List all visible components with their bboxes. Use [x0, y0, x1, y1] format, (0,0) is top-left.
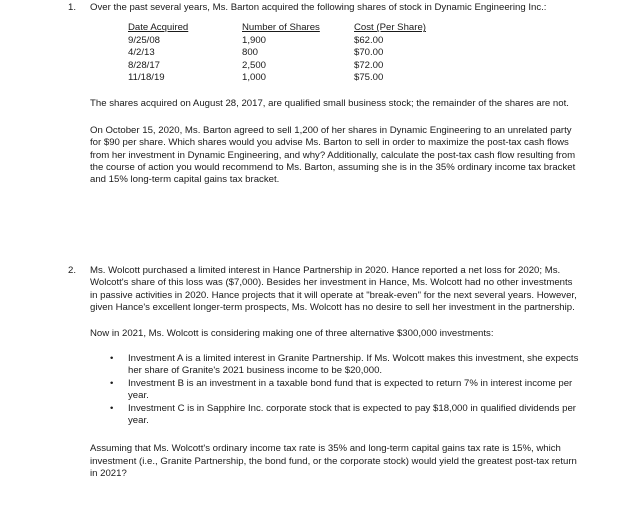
cell-date: 9/25/08 [128, 34, 161, 46]
question-1 [68, 2, 580, 187]
table-row [128, 47, 444, 59]
cell-cost: $72.00 [354, 59, 384, 71]
shares-table-header [128, 22, 444, 34]
table-row [128, 60, 444, 72]
cell-shares: 800 [242, 47, 259, 59]
header-number-of-shares: Number of Shares [242, 22, 320, 34]
question-2-alternatives-intro: Now in 2021, Ms. Wolcott is considering making one of three alternative $300,000 investments: [90, 327, 494, 339]
question-2 [68, 265, 580, 481]
cell-shares: 2,500 [242, 59, 267, 71]
question-2-background: Ms. Wolcott purchased a limited interest in Hance Partnership in 2020. Hance reported a net loss for 2020; Ms. Wolcott's share of this loss was ($7,000). Besides her investment in Hance, Ms. Wolcott had no other investments in passive activities in 2020. Hance projects that it will operate at "break-even" for the next several years. However, given Hance's excellent longer-term prospects, Ms. Wolcott has no desire to sell her investment in the partnership. [90, 265, 577, 314]
question-1-number: 1. [68, 2, 77, 13]
list-item [90, 353, 580, 378]
cell-cost: $70.00 [354, 47, 384, 59]
bullet-icon: • [110, 377, 114, 389]
question-1-qsbs-note: The shares acquired on August 28, 2017, are qualified small business stock; the remainder of the shares are not. [90, 98, 569, 110]
investment-c-text: Investment C is in Sapphire Inc. corporate stock that is expected to pay $18,000 in qualified dividends per year. [128, 402, 576, 427]
cell-date: 8/28/17 [128, 59, 161, 71]
header-cost-per-share: Cost (Per Share) [354, 22, 426, 34]
question-1-sale-question: On October 15, 2020, Ms. Barton agreed to sell 1,200 of her shares in Dynamic Engineering to an unrelated party for $90 per share. Which shares would you advise Ms. Barton to sell in order to maximize the post-tax cash flows from her investment in Dynamic Engineering, and why? Additionally, calculate the post-tax cash flow resulting from the course of action you would recommend to Ms. Barton, assuming she is in the 35% ordinary income tax bracket and 15% long-term capital gains tax bracket. [90, 124, 576, 186]
cell-cost: $75.00 [354, 72, 384, 84]
table-row [128, 35, 444, 47]
question-2-number: 2. [68, 265, 77, 276]
cell-shares: 1,900 [242, 34, 267, 46]
table-row [128, 72, 444, 84]
cell-date: 4/2/13 [128, 47, 155, 59]
cell-date: 11/18/19 [128, 72, 165, 84]
shares-table [128, 22, 444, 84]
question-1-intro: Over the past several years, Ms. Barton acquired the following shares of stock in Dynamic Engineering Inc.: [90, 2, 547, 13]
cell-cost: $62.00 [354, 34, 384, 46]
list-item [90, 403, 580, 428]
investment-b-text: Investment B is an investment in a taxable bond fund that is expected to return 7% in interest income per year. [128, 377, 573, 402]
investment-a-text: Investment A is a limited interest in Granite Partnership. If Ms. Wolcott makes this investment, she expects her share of Granite's 2021 business income to be $20,000. [128, 353, 579, 377]
question-2-final-question: Assuming that Ms. Wolcott's ordinary income tax rate is 35% and long-term capital gains tax rate is 15%, which investment (i.e., Granite Partnership, the bond fund, or the corporate stock) would yield the greatest post-tax return in 2021? [90, 443, 577, 480]
list-item [90, 378, 580, 403]
bullet-icon: • [110, 353, 114, 365]
cell-shares: 1,000 [242, 72, 267, 84]
header-date-acquired: Date Acquired [128, 22, 189, 34]
bullet-icon: • [110, 402, 114, 414]
investment-list [90, 353, 580, 427]
